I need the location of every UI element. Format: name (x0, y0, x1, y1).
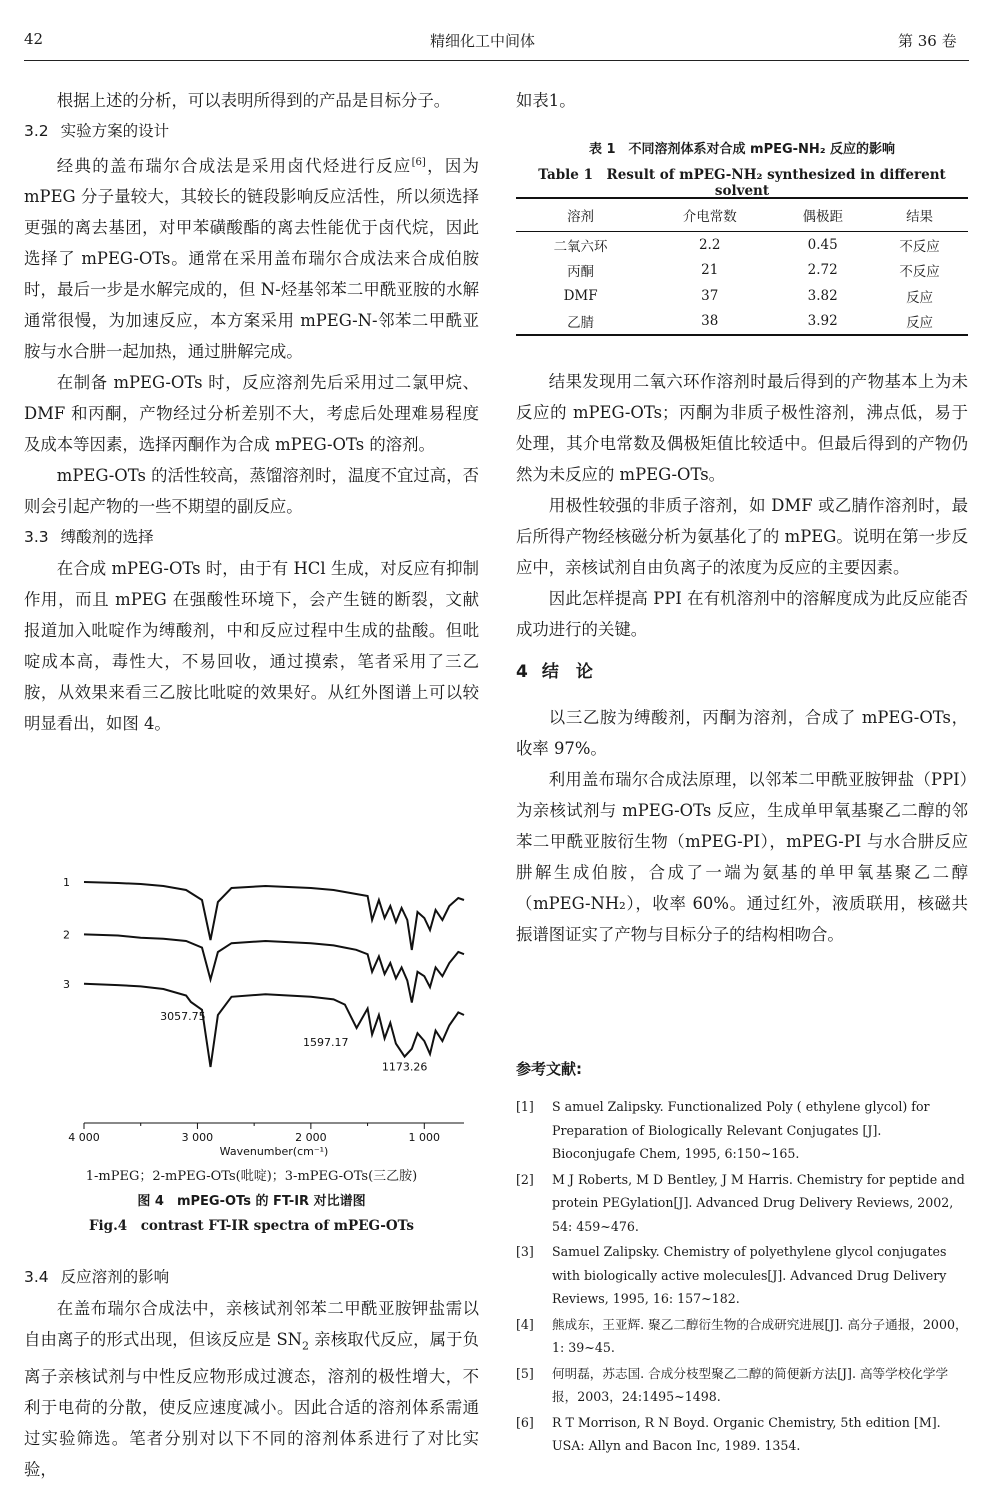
section-heading-3-4: 3.4 反应溶剂的影响 (24, 1268, 170, 1286)
table-cell: 不反应 (899, 264, 940, 281)
table-cell: DMF (563, 287, 598, 304)
right-column-top (516, 85, 968, 116)
table-cell: 2.72 (807, 262, 838, 279)
figure-caption-en: Fig.4 contrast FT-IR spectra of mPEG-OTs (88, 1218, 415, 1234)
table-cell: 38 (645, 309, 774, 336)
figure-legend: 1-mPEG；2-mPEG-OTs(吡啶)；3-mPEG-OTs(三乙胺) (85, 1169, 418, 1184)
x-axis-label: Wavenumber(cm⁻¹) (219, 1145, 329, 1158)
table-header: 结果 (871, 198, 968, 232)
left-column-lower (24, 1262, 479, 1485)
table-cell: 37 (701, 287, 719, 304)
series-label: 2 (63, 928, 70, 942)
paragraph: 结果发现用二氧六环作溶剂时最后得到的产物基本上为未反应的 mPEG-OTs；丙酮为非质子极性溶剂，沸点低，易于处理，其介电常数及偶极矩值比较适中。但最后得到的产物仍然为未反应的 mPEG-OTs。 (516, 372, 968, 484)
section-heading-3-2: 3.2 实验方案的设计 (24, 122, 170, 140)
table-header-row (516, 198, 968, 232)
paragraph: 利用盖布瑞尔合成法原理，以邻苯二甲酰亚胺钾盐（PPI）为亲核试剂与 mPEG-OTs 反应，生成单甲氧基聚乙二醇的邻苯二甲酰亚胺衍生物（mPEG-PI），mPEG-PI 与水合肼反应肼解生成伯胺，合成了一端为氨基的单甲氧基聚乙二醇（mPEG-NH₂），收率 60%。通过红外，液质联用，核磁共振谱图证实了产物与目标分子的结构相吻合。 (516, 770, 968, 944)
table-row (516, 232, 968, 258)
paragraph: 如表1。 (516, 91, 576, 110)
reference-item: [2] M J Roberts, M D Bentley, J M Harris. Chemistry for peptide and protein PEGylation[J]. Advanced Drug Delivery Reviews, 2002, 54: 459~476. (516, 1171, 965, 1234)
right-column-body (516, 366, 968, 950)
x-tick-label: 1 000 (408, 1131, 441, 1144)
left-column-upper (24, 85, 479, 739)
solvent-table (516, 197, 968, 336)
series-2-line (84, 934, 464, 1002)
reference-item: [5] 何明磊，苏志国. 合成分枝型聚乙二醇的简便新方法[J]. 高等学校化学学报，2003，24:1495~1498. (516, 1365, 949, 1404)
series-label: 1 (63, 876, 70, 889)
header-rule (24, 60, 969, 61)
references (516, 1058, 968, 1460)
paragraph: 根据上述的分析，可以表明所得到的产品是目标分子。 (56, 91, 451, 110)
table-title-cn: 表 1 不同溶剂体系对合成 mPEG-NH₂ 反应的影响 (588, 142, 896, 157)
page-number: 42 (24, 30, 44, 48)
section-heading-4: 4 结 论 (516, 662, 593, 682)
paragraph: 在盖布瑞尔合成法中，亲核试剂邻苯二甲酰亚胺钾盐需以自由离子的形式出现，但该反应是 $SN_2$ 亲核取代反应，属于负离子亲核试剂与中性反应物形成过渡态，溶剂的极性增大，不利于电荷的分散，使反应速度减小。因此合适的溶剂体系需通过实验筛选。笔者分别对以下不同的溶剂体系进行了对比实验， (24, 1299, 479, 1480)
paragraph: 在制备 mPEG-OTs 时，反应溶剂先后采用过二氯甲烷、DMF 和丙酮，产物经过分析差别不大，考虑后处理难易程度及成本等因素，选择丙酮作为合成 mPEG-OTs 的溶剂。 (24, 373, 479, 455)
table-cell: 2.2 (698, 236, 721, 253)
paragraph: 以三乙胺为缚酸剂，丙酮为溶剂，合成了 mPEG-OTs，收率 97%。 (516, 708, 968, 758)
table-cell: 3.92 (774, 309, 871, 336)
paragraph: 在合成 mPEG-OTs 时，由于有 HCl 生成，对反应有抑制作用，而且 mPEG 在强酸性环境下，会产生链的断裂，文献报道加入吡啶作为缚酸剂，中和反应过程中生成的盐酸。但吡啶成本高，毒性大，不易回收，通过摸索，笔者采用了三乙胺，从效果来看三乙胺比吡啶的效果好。从红外图谱上可以较明显看出，如图 4。 (24, 559, 479, 734)
table-cell: 不反应 (899, 238, 940, 255)
reference-item: [1] S amuel Zalipsky. Functionalized Poly ( ethylene glycol) for Preparation of Biologically Relevant Conjugates [J]. Bioconjugafe Chem, 1995, 6:150~165. (516, 1099, 930, 1161)
series-1-line (84, 882, 464, 950)
table-row (516, 283, 968, 309)
peak-annotation: 3057.75 (160, 1010, 206, 1023)
table-cell: 丙酮 (567, 264, 595, 281)
paragraph: 经典的盖布瑞尔合成法是采用卤代烃进行反应[6]，因为 mPEG 分子量较大，其较长的链段影响反应活性，所以须选择更强的离去基团，对甲苯磺酸酯的离去性能优于卤代烷，因此选择了 mPEG-OTs。通常在采用盖布瑞尔合成法来合成伯胺时，最后一步是水解完成的，但 N-烃基邻苯二甲酰亚胺的水解通常很慢，为加速反应，本方案采用 mPEG-N-邻苯二甲酰亚胺与水合肼一起加热，通过肼解完成。 (24, 156, 480, 362)
reference-item: [3] Samuel Zalipsky. Chemistry of polyethylene glycol conjugates with biologically active molecules[J]. Advanced Drug Delivery Reviews, 1995, 16: 157~182. (516, 1244, 947, 1306)
reference-item: [4] 熊成东，王亚辉. 聚乙二醇衍生物的合成研究进展[J]. 高分子通报，2000，1: 39~45. (516, 1316, 968, 1355)
table-row (516, 309, 968, 336)
table-row (516, 258, 968, 284)
paragraph: 用极性较强的非质子溶剂，如 DMF 或乙腈作溶剂时，最后所得产物经核磁分析为氨基化了的 mPEG。说明在第一步反应中，亲核试剂自由负离子的浓度为反应的主要因素。 (516, 496, 968, 577)
table-header: 偶极距 (774, 198, 871, 232)
ftir-chart (24, 868, 479, 1160)
series-label: 3 (63, 977, 70, 991)
references-title: 参考文献: (516, 1060, 582, 1078)
x-tick-label: 4 000 (68, 1131, 100, 1144)
table-cell: 乙腈 (516, 309, 645, 336)
table-header: 介电常数 (645, 198, 774, 232)
table-cell: 3.82 (807, 287, 838, 304)
paragraph: 因此怎样提高 PPI 在有机溶剂中的溶解度成为此反应能否成功进行的关键。 (516, 589, 968, 639)
journal-title: 精细化工中间体 (430, 32, 536, 50)
table-header: 溶剂 (516, 198, 645, 232)
table-cell: 反应 (871, 309, 968, 336)
paragraph: mPEG-OTs 的活性较高，蒸馏溶剂时，温度不宜过高，否则会引起产物的一些不期望的副反应。 (24, 466, 479, 517)
table-cell: 0.45 (807, 236, 838, 253)
x-tick-label: 3 000 (181, 1131, 214, 1144)
x-tick-label: 2 000 (295, 1131, 327, 1144)
section-heading-3-3: 3.3 缚酸剂的选择 (24, 528, 154, 547)
table-title-en: Table 1 Result of mPEG-NH₂ synthesized in different solvent (538, 167, 946, 199)
volume: 第 36 卷 (898, 32, 957, 50)
citation: [6] (411, 157, 426, 168)
series-3-line (84, 984, 464, 1067)
table-cell: 反应 (906, 289, 934, 306)
table-cell: 二氧六环 (553, 238, 608, 255)
peak-annotation: 1597.17 (303, 1036, 349, 1049)
figure-caption-cn: 图 4 mPEG-OTs 的 FT-IR 对比谱图 (137, 1194, 366, 1209)
table-cell: 21 (701, 262, 719, 279)
peak-annotation: 1173.26 (381, 1060, 428, 1074)
reference-item: [6] R T Morrison, R N Boyd. Organic Chemistry, 5th edition [M]. USA: Allyn and Bacon Inc, 1989. 1354. (516, 1414, 941, 1453)
